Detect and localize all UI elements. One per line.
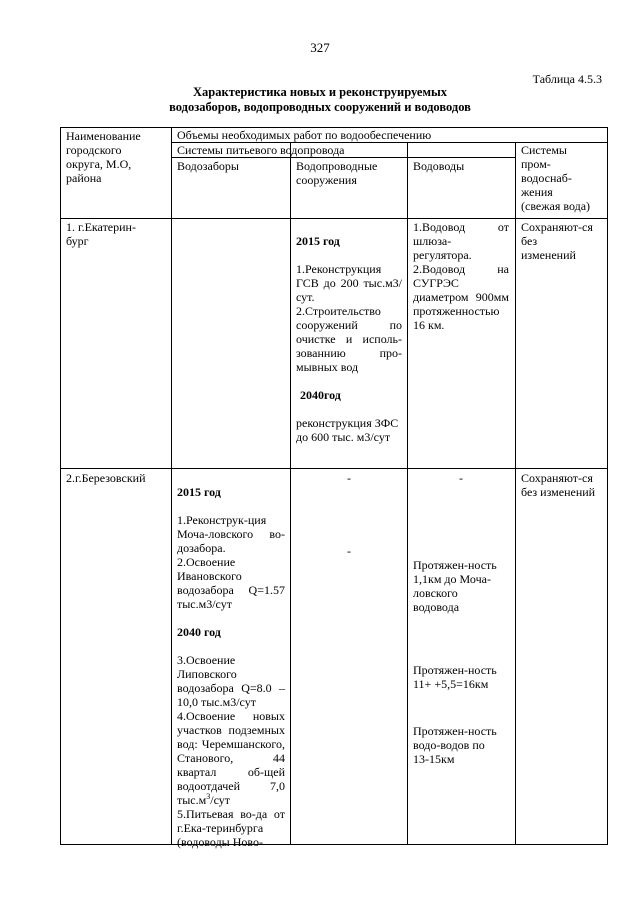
- row2-intakes-text2-end: /сут 5.Питьевая во-да от г.Ека-теринбурга (водоводы Ново-: [177, 793, 285, 849]
- table-label: Таблица 4.5.3: [532, 72, 602, 86]
- row1-industrial: Сохраняют-ся без изменений: [521, 220, 593, 262]
- row2-structures-dash1: -: [347, 471, 351, 485]
- row2-intakes: [177, 471, 285, 863]
- row1-structures: [296, 220, 402, 458]
- table-title: Характеристика новых и реконструируемых водозаборов, водопроводных сооружений и водоводов: [169, 85, 471, 114]
- header-volumes: Объемы необходимых работ по водообеспечению: [177, 128, 432, 142]
- row1-structures-year2: 2040год: [300, 388, 341, 402]
- row2-conduits-item3: Протяжен-ность водо-водов по 13-15км: [413, 724, 497, 766]
- row2-structures-dash2: -: [347, 544, 351, 558]
- row2-intakes-year2: 2040 год: [177, 625, 221, 639]
- row2-conduits-item1: Протяжен-ность 1,1км до Моча- ловского водовода: [413, 558, 497, 614]
- row2-conduits-dash: -: [459, 471, 463, 485]
- row1-conduits: 1.Водовод от шлюза-регулятора. 2.Водовод на СУГРЭС диаметром 900мм протяженностью 16 км.: [413, 220, 509, 332]
- header-water-intakes: Водозаборы: [177, 159, 239, 173]
- row2-intakes-text2: [177, 653, 285, 849]
- table-col-divider: [171, 128, 172, 845]
- table-col-divider: [515, 142, 516, 845]
- header-industrial-systems: Системы пром- водоснаб- жения (свежая вода): [521, 143, 591, 213]
- row1-structures-text1: 1.Реконструкция ГСВ до 200 тыс.м3/сут. 2.Строительство сооружений по очистке и исполь-зованнию про-мывных вод: [296, 262, 402, 374]
- row2-district: 2.г.Березовский: [66, 471, 146, 485]
- data-table: [60, 127, 608, 849]
- row2-industrial: Сохраняют-ся без изменений: [521, 471, 596, 499]
- row2-conduits-item2: Протяжен-ность 11+ +5,5=16км: [413, 663, 497, 691]
- page-number: 327: [310, 40, 330, 55]
- header-drinking-systems: Системы питьевого водопровода: [177, 143, 345, 157]
- table-col-divider: [407, 142, 408, 845]
- row2-intakes-text2-main: 3.Освоение Липовского водозабора Q=8.0 –10,0 тыс.м3/сут 4.Освоение новых участков подземных вод: Черемшанского, Станового, 44 квартал об-щей водоотдачей 7,0 тыс.м: [177, 653, 285, 807]
- header-district: Наименование городского округа, М.О, района: [66, 129, 141, 185]
- row1-district: 1. г.Екатерин- бург: [66, 220, 136, 248]
- row2-intakes-text2-sup: 3: [206, 792, 211, 801]
- row2-intakes-year1: 2015 год: [177, 485, 221, 499]
- table-row-divider: [171, 157, 515, 158]
- header-water-conduits: Водоводы: [413, 159, 465, 173]
- row2-intakes-text1: 1.Реконструк-ция Моча-ловского во-дозабора. 2.Освоение Ивановского водозабора Q=1.57 тыс.м3/сут: [177, 513, 285, 611]
- row1-structures-year1: 2015 год: [296, 234, 340, 248]
- table-row-divider: [61, 218, 608, 219]
- row1-structures-text2: реконструкция ЗФС до 600 тыс. м3/сут: [296, 416, 399, 444]
- table-col-divider: [290, 142, 291, 845]
- header-water-structures: Водопроводные сооружения: [296, 159, 378, 187]
- table-row-divider: [61, 468, 608, 469]
